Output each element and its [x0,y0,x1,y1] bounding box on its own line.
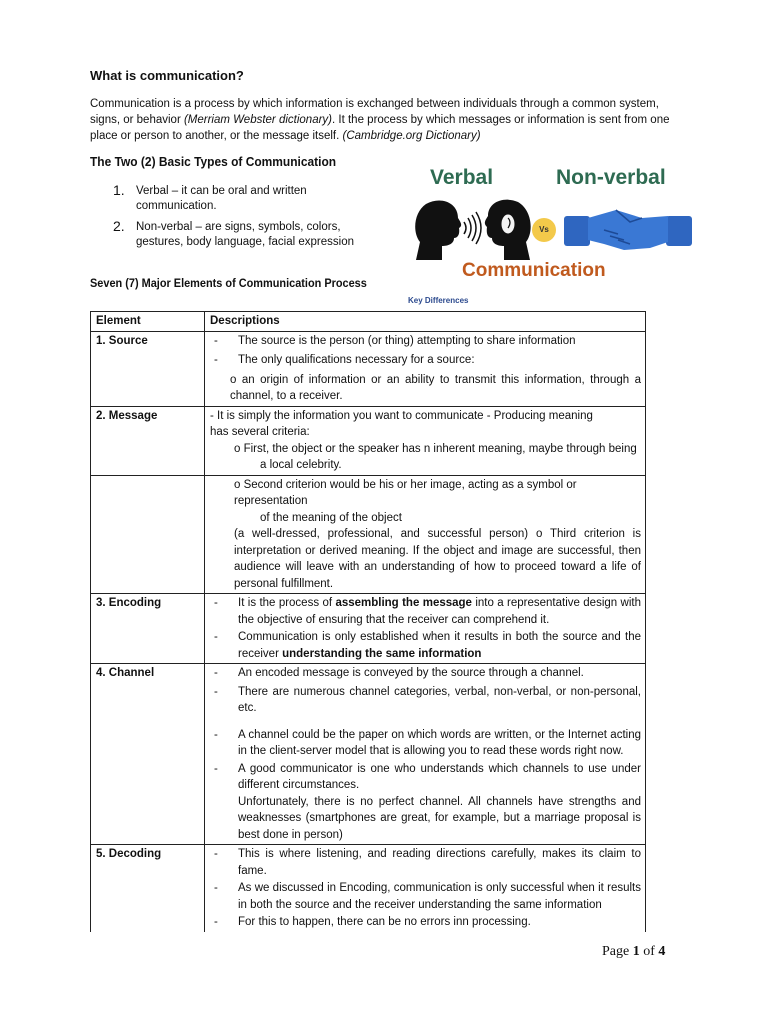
table-header-descriptions: Descriptions [205,312,646,332]
intro-text-1: Communication is a process by which information is exchanged between individuals through a common system, signs, or behavior [90,98,659,126]
type-item-text: Verbal – it can be oral and written communication. [136,185,307,212]
list-item: - There are numerous channel categories, verbal, non-verbal, or non-personal, etc. [210,684,641,717]
bullet-text: This is where listening, and reading directions carefully, makes its claim to fame. [238,848,641,877]
illustration-communication-label: Communication [462,260,606,281]
element-description [205,594,646,664]
table-row-message-continued [91,475,646,594]
sub-item-continuation: (a well-dressed, professional, and successful person) o Third criterion is interpretation or derived meaning. If the object and image are successful, then audience will leave with an understanding of how to proceed toward a life of personal fulfillment. [234,528,641,590]
element-description [205,845,646,932]
bullet-text: A good communicator is one who understands which channels to use under different circumstances. [238,762,641,791]
bullet-text: Communication is only established when it results in both the source and the receiver [238,631,641,660]
element-description [205,475,646,594]
elements-heading: Seven (7) Major Elements of Communication Process [90,278,367,290]
types-heading: The Two (2) Basic Types of Communication [90,154,337,169]
verbal-vs-nonverbal-illustration [408,160,698,310]
table-row-channel [91,664,646,845]
bullet-text: The only qualifications necessary for a source: [238,354,475,366]
element-description [205,664,646,845]
element-description [205,406,646,475]
list-item: - An encoded message is conveyed by the source through a channel. [210,665,641,682]
emphasis-text: assembling the message [335,597,472,609]
bullet-text: It is the process of [238,597,336,609]
type-item-number: 2. [113,218,125,234]
bullet-text: into a representative design with the objective of ensuring that the receiver can comprehend it. [238,597,641,626]
element-description [205,331,646,406]
list-item: - The only qualifications necessary for a source: [210,352,641,369]
list-item: - A channel could be the paper on which words are written, or the Internet acting in the client-server model that is allowing you to read these words right now. [210,727,641,760]
type-item-verbal [113,184,383,214]
page-heading: What is communication? [90,68,244,83]
total-pages: 4 [658,944,666,959]
bullet-text: For this to happen, there can be no errors inn processing. [238,916,531,928]
element-label: 4. Channel [91,664,205,845]
message-line: - It is simply the information you want to communicate - Producing meaning [210,409,593,422]
table-row-message [91,406,646,475]
list-item: - Communication is only established when it results in both the source and the receiver understanding the same information [214,631,641,660]
page-number [602,944,665,960]
illustration-nonverbal-label: Non-verbal [556,166,666,189]
bullet-text: An encoded message is conveyed by the source through a channel. [238,667,584,679]
intro-citation-2: (Cambridge.org Dictionary) [342,130,481,142]
handshake-icon [564,200,692,252]
current-page: 1 [632,944,640,959]
element-label: 3. Encoding [91,594,205,664]
list-item: - A good communicator is one who understands which channels to use under different circumstances. [210,761,641,794]
bullet-text: As we discussed in Encoding, communication is only successful when it results in both the source and the receiver understanding the same information [238,882,641,911]
list-item: - It is the process of assembling the message into a representative design with the objective of ensuring that the receiver can comprehend it. [214,597,641,626]
intro-text-2: . It the process by which messages or information is sent from one place or person to another, or the message itself. [90,114,670,142]
page-word: Page [602,944,630,959]
element-label: 1. Source [91,331,205,406]
illustration-verbal-label: Verbal [430,166,494,189]
table-header-element: Element [91,312,205,332]
type-item-text: Non-verbal – are signs, symbols, colors, gestures, body language, facial expression [136,221,355,248]
list-item: - The source is the person (or thing) attempting to share information [210,333,641,350]
bullet-text: The source is the person (or thing) attempting to share information [238,334,576,347]
type-item-number: 1. [113,182,125,198]
sub-item-continuation: a local celebrity. [260,459,342,471]
elements-table [90,311,646,932]
type-item-nonverbal [113,220,388,250]
table-header-row [91,312,646,332]
sub-item: o First, the object or the speaker has n inherent meaning, maybe through being [234,442,637,455]
sub-item-continuation: of the meaning of the object [260,511,402,524]
sub-item: o Second criterion would be his or her image, acting as a symbol or representation [234,478,577,507]
table-row-source [91,331,646,406]
list-item-continuation: Unfortunately, there is no perfect channel. All channels have strengths and weaknesses (smartphones are great, for example, but a marriage proposal is best done in person) [238,795,641,841]
illustration-vs-badge: Vs [532,218,556,242]
of-word: of [643,944,655,959]
list-item: - For this to happen, there can be no errors inn processing. [210,914,641,931]
bullet-text: There are numerous channel categories, verbal, non-verbal, or non-personal, etc. [238,685,641,714]
table-row-encoding [91,594,646,664]
sub-item: o an origin of information or an ability to transmit this information, through a channel, to a receiver. [230,373,641,402]
table-row-decoding [91,845,646,932]
list-item: - This is where listening, and reading directions carefully, makes its claim to fame. [210,846,641,879]
message-line: has several criteria: [210,426,310,438]
illustration-key-differences-label: Key Differences [408,296,469,305]
emphasis-text: understanding the same information [282,647,482,660]
element-label: 2. Message [91,406,205,475]
intro-citation-1: (Merriam Webster dictionary) [183,114,333,126]
speaking-heads-icon [412,194,532,264]
element-label: 5. Decoding [91,845,205,932]
bullet-text: A channel could be the paper on which words are written, or the Internet acting in the client-server model that is allowing you to read these words right now. [238,728,641,757]
intro-paragraph [90,96,690,144]
list-item: - As we discussed in Encoding, communication is only successful when it results in both the source and the receiver understanding the same information [210,880,641,913]
